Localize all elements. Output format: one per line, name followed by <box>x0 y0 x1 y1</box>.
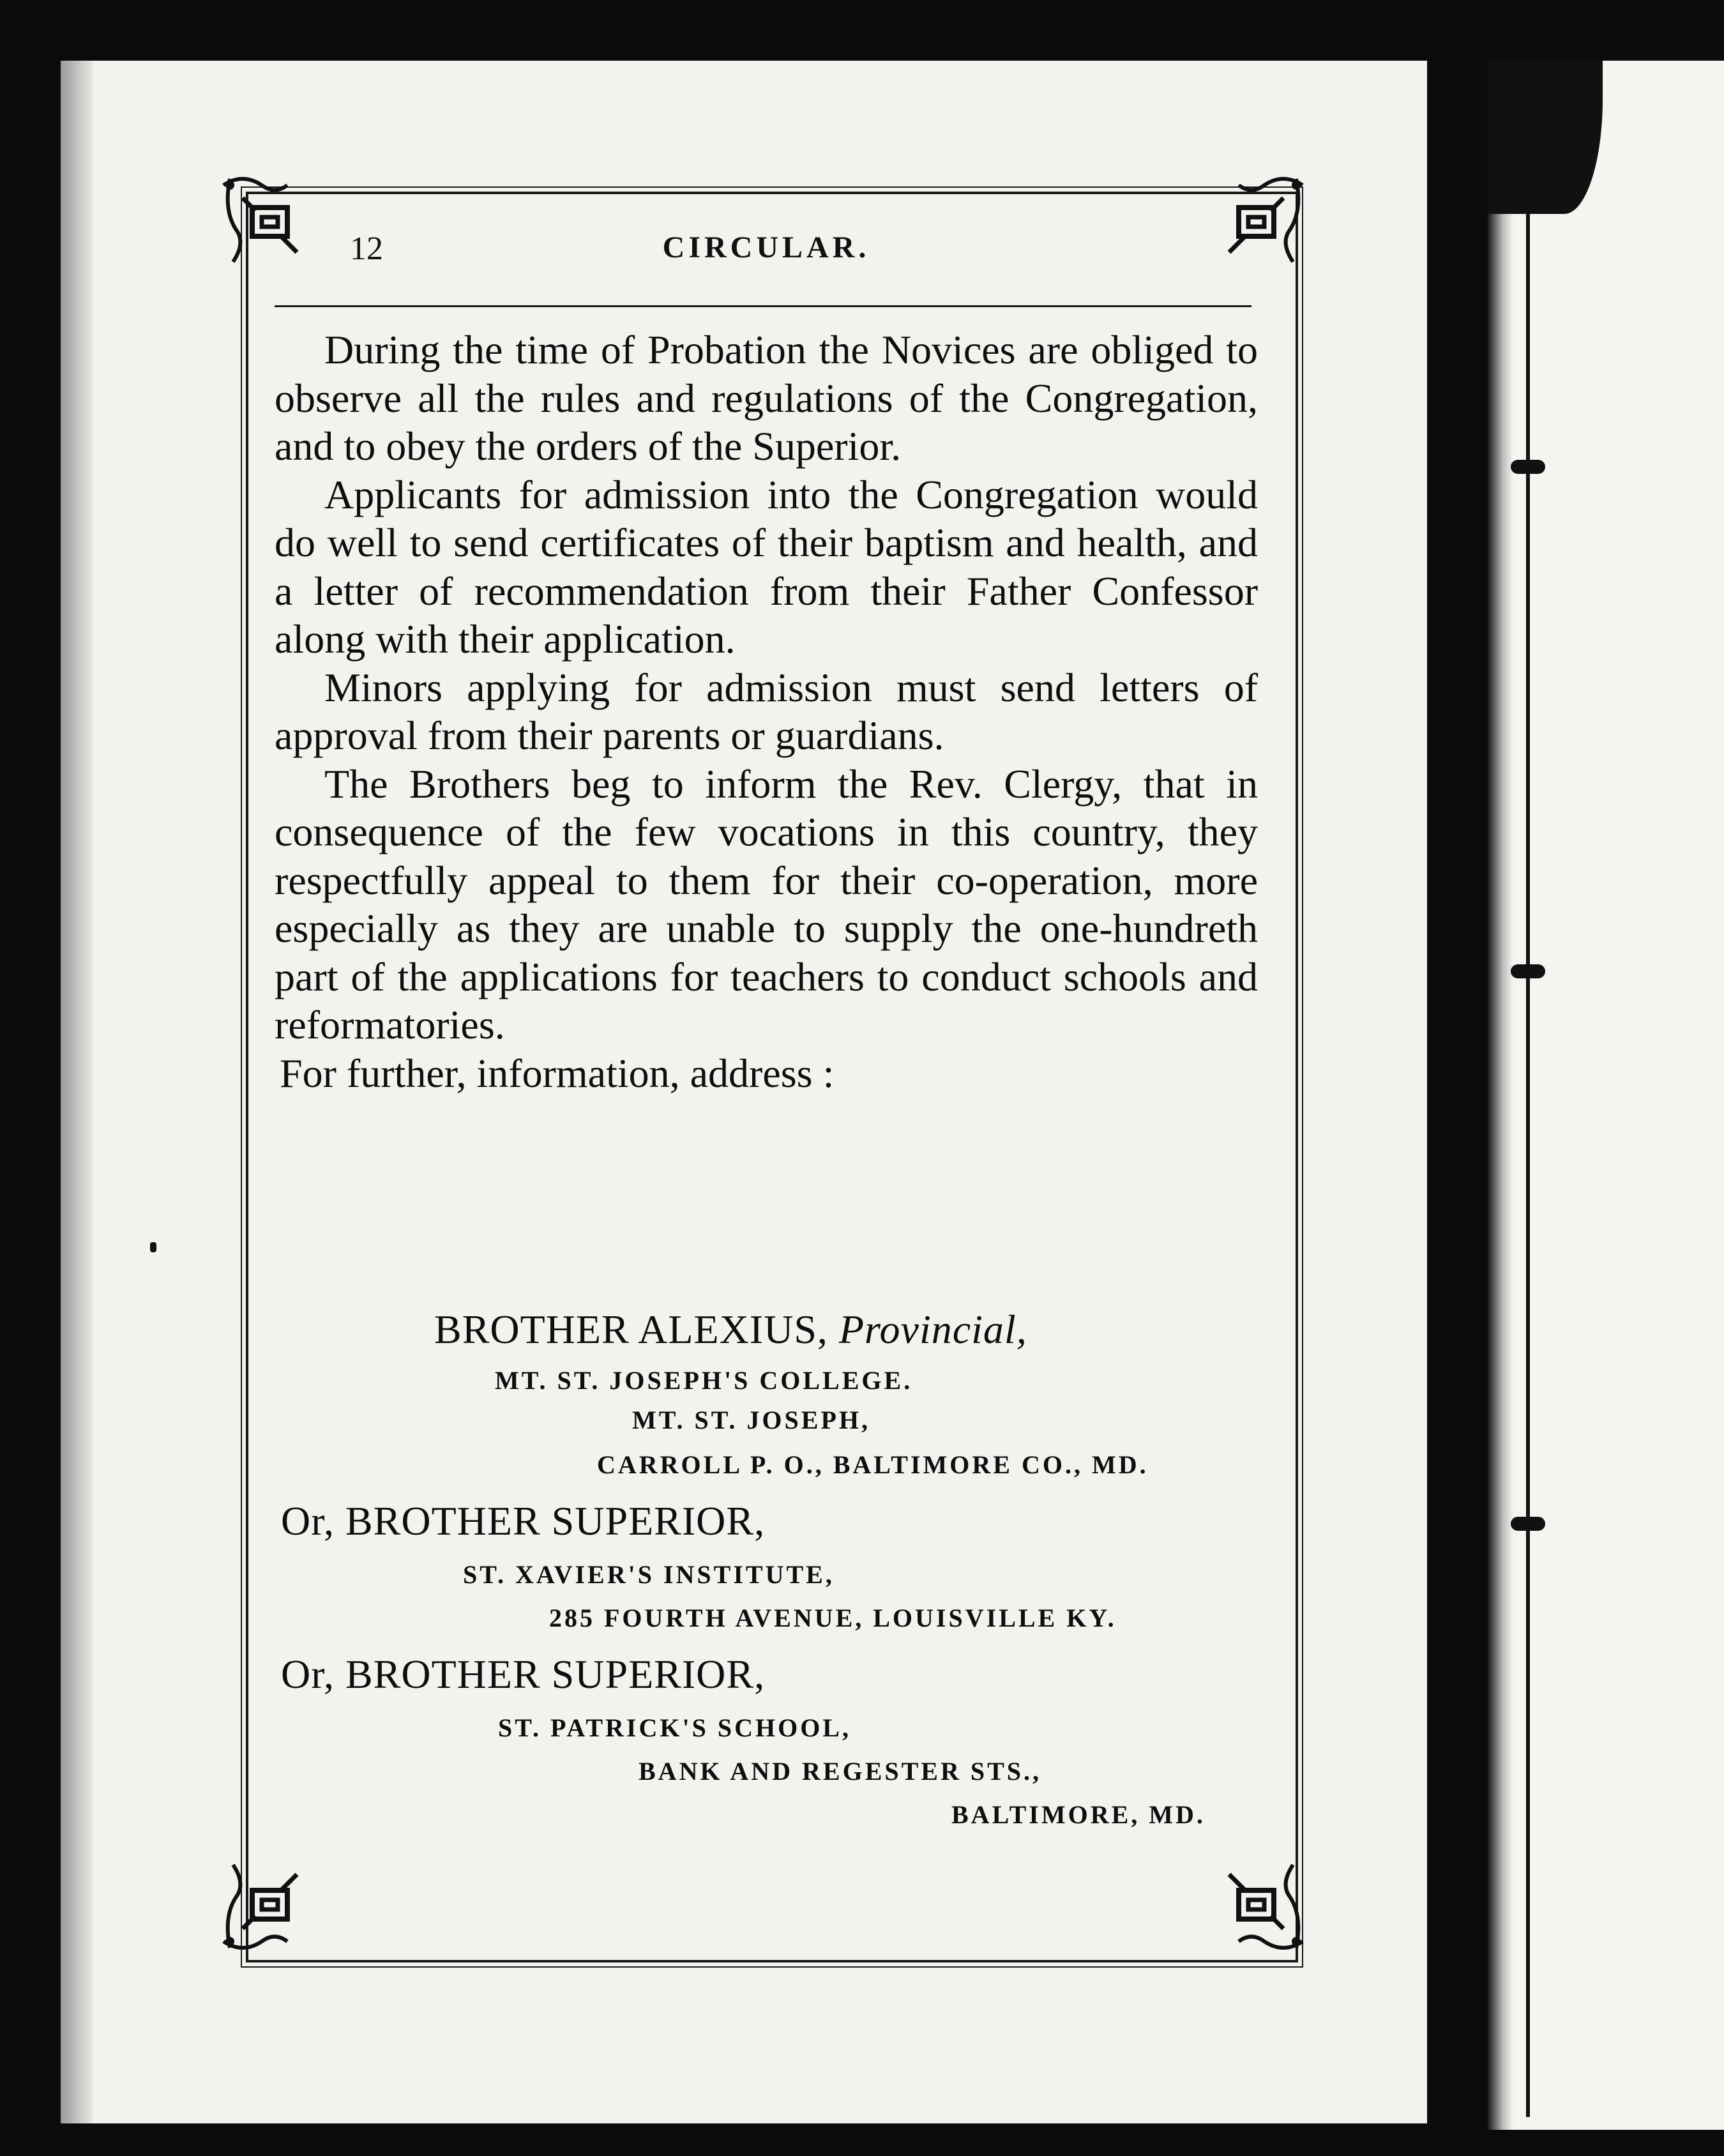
paragraph-minors: Minors applying for admission must send letters of approval from their parents or guardians. <box>275 664 1258 758</box>
paragraph-clergy: The Brothers beg to inform the Rev. Clergy, that in consequence of the few vocations in this country, they respectfully appeal to them for their co-operation, more especially as they are unable to supply the one-hundreth part of the applications for teachers to conduct schools and reformatories. <box>275 761 1258 1047</box>
paragraph-probation: During the time of Probation the Novices are obliged to observe all the rules and regulations of the Congregation, and to obey the orders of the Superior. <box>275 327 1258 469</box>
corner-ornament-icon <box>1200 1852 1309 1954</box>
address-2-line: ST. XAVIER'S INSTITUTE, <box>463 1560 835 1589</box>
binding-knot <box>1511 1517 1545 1531</box>
address-1-line: MT. ST. JOSEPH, <box>632 1406 871 1434</box>
page-gutter-shadow <box>61 61 93 2123</box>
facing-page-edge <box>1488 61 1513 2130</box>
body-text <box>275 326 1258 1097</box>
binding-knot <box>1511 460 1545 474</box>
paragraph-applicants: Applicants for admission into the Congregation would do well to send certificates of their baptism and health, and a letter of recommendation from their Father Confessor along with their application. <box>275 471 1258 662</box>
running-title: CIRCULAR. <box>662 231 870 264</box>
facing-page <box>1488 61 1724 2130</box>
address-2-line: 285 FOURTH AVENUE, LOUISVILLE KY. <box>549 1604 1117 1632</box>
address-2-name: Or, BROTHER SUPERIOR, <box>281 1498 766 1544</box>
address-3-line: BANK AND REGESTER STS., <box>639 1757 1042 1786</box>
address-1-line: CARROLL P. O., BALTIMORE CO., MD. <box>597 1450 1149 1479</box>
page-header <box>255 230 1277 275</box>
address-1-name: BROTHER ALEXIUS, Provincial, <box>434 1307 1027 1352</box>
address-3-line: ST. PATRICK'S SCHOOL, <box>498 1713 851 1742</box>
address-1-title: Provincial, <box>838 1307 1027 1352</box>
page-number: 12 <box>350 231 383 267</box>
ink-speck <box>150 1242 156 1252</box>
address-1-line: MT. ST. JOSEPH'S COLLEGE. <box>495 1366 913 1395</box>
paragraph-address-intro: For further, information, address : <box>280 1050 835 1096</box>
corner-ornament-icon <box>217 1852 326 1954</box>
address-3-line: BALTIMORE, MD. <box>951 1800 1206 1829</box>
torn-corner <box>1488 61 1603 214</box>
address-3-name: Or, BROTHER SUPERIOR, <box>281 1651 766 1697</box>
header-rule <box>275 305 1251 307</box>
binding-knot <box>1511 964 1545 978</box>
